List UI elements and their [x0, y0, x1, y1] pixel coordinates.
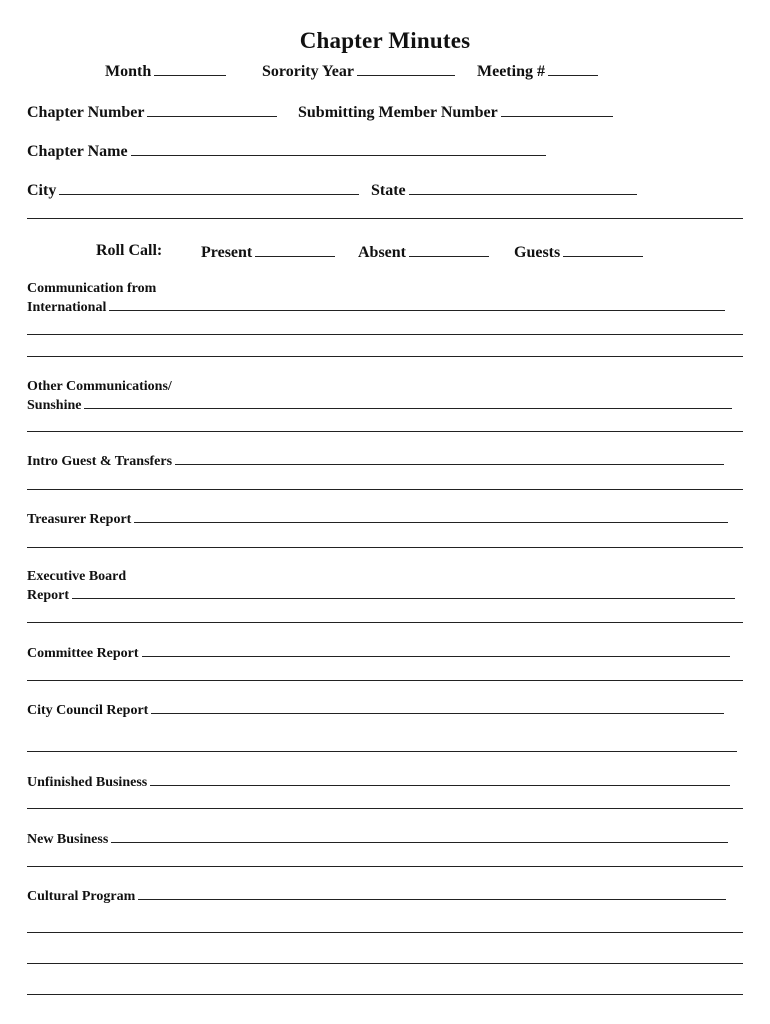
state-label: State — [371, 182, 406, 199]
submitting-member-blank[interactable] — [501, 102, 613, 117]
executive-board-extra-line[interactable] — [27, 622, 743, 623]
unfinished-business-section[interactable] — [27, 773, 730, 792]
treasurer-section[interactable] — [27, 510, 728, 529]
month-label: Month — [105, 63, 152, 80]
absent-label: Absent — [358, 244, 407, 261]
state-field[interactable] — [371, 180, 637, 200]
cultural-program-label: Cultural Program — [27, 889, 136, 904]
communication-label-line2: International — [27, 300, 107, 315]
other-communications-extra-line[interactable] — [27, 431, 743, 432]
chapter-number-blank[interactable] — [147, 102, 277, 117]
executive-board-blank[interactable] — [72, 586, 735, 599]
intro-guest-extra-line[interactable] — [27, 489, 743, 490]
executive-board-label-line2: Report — [27, 588, 69, 603]
city-council-extra-line[interactable] — [27, 751, 737, 752]
communication-blank[interactable] — [109, 298, 725, 311]
committee-extra-line[interactable] — [27, 680, 743, 681]
meeting-number-field[interactable] — [477, 61, 598, 81]
cultural-program-section[interactable] — [27, 887, 726, 906]
other-communications-label-line1: Other Communications/ — [27, 379, 172, 394]
month-field[interactable] — [105, 61, 226, 81]
city-label: City — [27, 182, 57, 199]
communication-extra-line[interactable] — [27, 356, 743, 357]
roll-call-label: Roll Call: — [96, 242, 163, 259]
month-blank[interactable] — [154, 61, 226, 76]
cultural-program-extra-line[interactable] — [27, 932, 743, 933]
page-title: Chapter Minutes — [299, 28, 471, 53]
communication-section[interactable] — [27, 280, 725, 317]
divider-line — [27, 218, 743, 219]
chapter-name-blank[interactable] — [131, 141, 546, 156]
committee-label: Committee Report — [27, 646, 139, 661]
meeting-number-label: Meeting # — [477, 63, 545, 80]
intro-guest-section[interactable] — [27, 452, 724, 471]
sorority-year-blank[interactable] — [357, 61, 455, 76]
intro-guest-label: Intro Guest & Transfers — [27, 454, 173, 469]
chapter-name-field[interactable] — [27, 141, 546, 161]
present-label: Present — [201, 244, 253, 261]
treasurer-blank[interactable] — [134, 510, 728, 523]
cultural-program-blank[interactable] — [138, 887, 726, 900]
other-communications-label-line2: Sunshine — [27, 398, 82, 413]
city-council-blank[interactable] — [151, 701, 724, 714]
committee-blank[interactable] — [142, 644, 730, 657]
sorority-year-field[interactable] — [262, 61, 455, 81]
city-field[interactable] — [27, 180, 359, 200]
state-blank[interactable] — [409, 180, 637, 195]
other-communications-section[interactable] — [27, 378, 732, 415]
meeting-number-blank[interactable] — [548, 61, 598, 76]
new-business-section[interactable] — [27, 830, 728, 849]
intro-guest-blank[interactable] — [175, 452, 724, 465]
new-business-extra-line[interactable] — [27, 866, 743, 867]
city-council-section[interactable] — [27, 701, 724, 720]
new-business-blank[interactable] — [111, 830, 728, 843]
executive-board-label-line1: Executive Board — [27, 569, 127, 584]
treasurer-extra-line[interactable] — [27, 547, 743, 548]
unfinished-business-blank[interactable] — [150, 773, 730, 786]
city-council-label: City Council Report — [27, 703, 149, 718]
cultural-program-extra-line[interactable] — [27, 963, 743, 964]
present-field[interactable] — [201, 242, 335, 262]
absent-blank[interactable] — [409, 242, 489, 257]
present-blank[interactable] — [255, 242, 335, 257]
absent-field[interactable] — [358, 242, 489, 262]
submitting-member-label: Submitting Member Number — [298, 104, 498, 121]
chapter-number-field[interactable] — [27, 102, 277, 122]
city-blank[interactable] — [59, 180, 359, 195]
chapter-number-label: Chapter Number — [27, 104, 145, 121]
executive-board-section[interactable] — [27, 568, 735, 605]
committee-section[interactable] — [27, 644, 730, 663]
chapter-name-label: Chapter Name — [27, 143, 128, 160]
unfinished-business-label: Unfinished Business — [27, 775, 148, 790]
new-business-label: New Business — [27, 832, 109, 847]
sorority-year-label: Sorority Year — [262, 63, 354, 80]
other-communications-blank[interactable] — [84, 396, 732, 409]
guests-field[interactable] — [514, 242, 643, 262]
guests-label: Guests — [514, 244, 561, 261]
treasurer-label: Treasurer Report — [27, 512, 132, 527]
submitting-member-field[interactable] — [298, 102, 613, 122]
communication-label-line1: Communication from — [27, 281, 157, 296]
communication-extra-line[interactable] — [27, 334, 743, 335]
guests-blank[interactable] — [563, 242, 643, 257]
cultural-program-extra-line[interactable] — [27, 994, 743, 995]
unfinished-business-extra-line[interactable] — [27, 808, 743, 809]
